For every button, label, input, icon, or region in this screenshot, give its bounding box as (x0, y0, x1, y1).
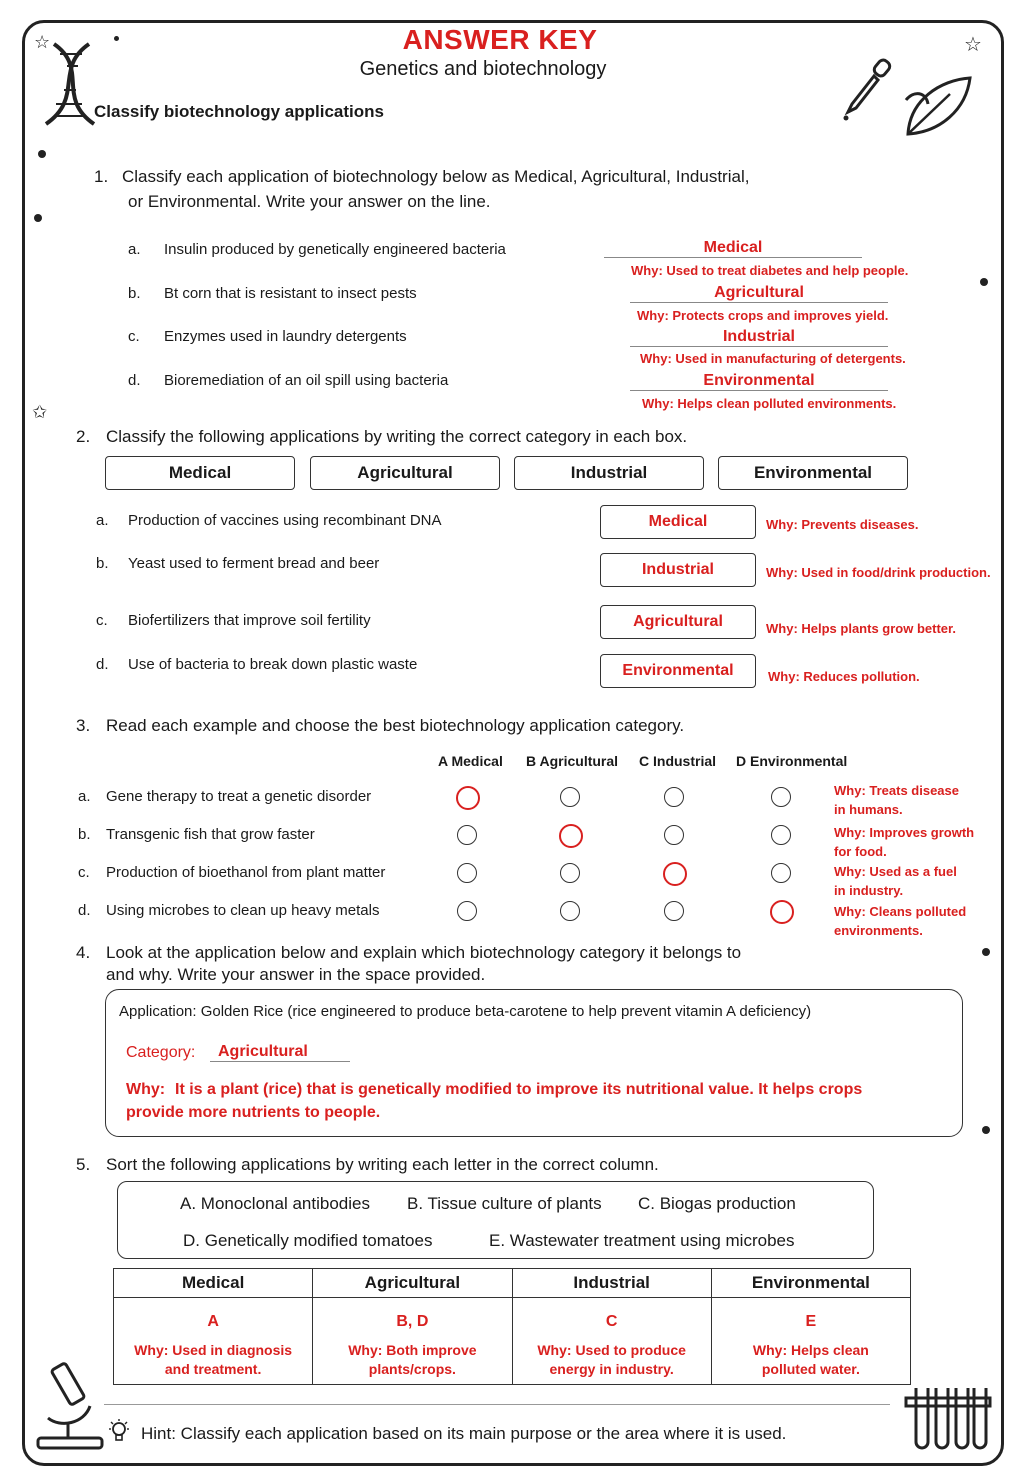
q4-why-answer[interactable]: It is a plant (rice) that is genetically modified to improve its nutritional value. It helps crops (175, 1081, 863, 1098)
q2-item-letter: d. (96, 656, 109, 673)
q1-text: Classify each application of biotechnology below as Medical, Agricultural, Industrial, (122, 167, 750, 186)
q3-why: in humans. (834, 802, 903, 817)
q4-number: 4. (76, 943, 91, 962)
q3-option-radio[interactable] (771, 863, 791, 883)
q2-item-text: Biofertilizers that improve soil fertility (128, 612, 371, 629)
q1-item-text: Insulin produced by genetically engineered bacteria (164, 241, 506, 258)
option-header-a: A Medical (438, 753, 503, 769)
q5-list-item: E. Wastewater treatment using microbes (489, 1231, 795, 1250)
sort-column-header: Industrial (512, 1269, 711, 1298)
q3-item-letter: d. (78, 902, 91, 919)
sort-column-header: Environmental (711, 1269, 910, 1298)
q3-item-text: Using microbes to clean up heavy metals (106, 902, 380, 919)
q2-answer-box[interactable]: Agricultural (600, 605, 756, 639)
q1-why: Why: Protects crops and improves yield. (637, 308, 889, 323)
q3-option-radio[interactable] (560, 863, 580, 883)
dot (38, 150, 46, 158)
page-title: ANSWER KEY (402, 24, 598, 55)
sort-cell[interactable] (512, 1298, 711, 1385)
q5-list-item: D. Genetically modified tomatoes (183, 1231, 433, 1250)
q2-item-letter: b. (96, 555, 109, 572)
q2-why: Why: Reduces pollution. (768, 669, 920, 684)
q3-option-radio-selected[interactable] (456, 786, 480, 810)
q3-why: for food. (834, 844, 887, 859)
sort-cell[interactable] (711, 1298, 910, 1385)
star-icon: ✩ (32, 402, 48, 422)
q3-option-radio[interactable] (664, 825, 684, 845)
sort-column-header: Agricultural (313, 1269, 512, 1298)
q1-answer-line[interactable]: Industrial (630, 328, 888, 347)
dot (982, 948, 990, 956)
q3-why: Why: Improves growth (834, 825, 975, 840)
q5-list-item: B. Tissue culture of plants (407, 1194, 602, 1213)
q2-number: 2. (76, 427, 91, 446)
q3-item-letter: c. (78, 864, 90, 881)
sort-answer: B, D (396, 1313, 429, 1330)
q3-item-text: Production of bioethanol from plant matter (106, 864, 386, 881)
q1-item-text: Bt corn that is resistant to insect pests (164, 285, 417, 302)
q2-answer-box[interactable]: Medical (600, 505, 756, 539)
q4-category-label: Category: (126, 1044, 196, 1061)
sort-answer: E (805, 1313, 817, 1330)
q3-option-radio[interactable] (560, 787, 580, 807)
dot (982, 1126, 990, 1134)
sort-why: Why: Used in diagnosis and treatment. (134, 1342, 293, 1377)
q1-item-letter: a. (128, 241, 141, 258)
q2-item-letter: a. (96, 512, 109, 529)
q1-answer-line[interactable]: Medical (604, 239, 862, 258)
q3-item-text: Transgenic fish that grow faster (106, 826, 315, 843)
q3-item-letter: b. (78, 826, 91, 843)
star-icon: ☆ (964, 34, 982, 56)
q5-list-item: C. Biogas production (638, 1194, 796, 1213)
q3-option-radio[interactable] (771, 825, 791, 845)
q2-why: Why: Used in food/drink production. (766, 565, 991, 580)
q1-why: Why: Used to treat diabetes and help people. (631, 263, 909, 278)
hint-text: Hint: Classify each application based on its main purpose or the area where it is used. (141, 1424, 787, 1443)
q2-why: Why: Prevents diseases. (766, 517, 919, 532)
section-title: Classify biotechnology applications (94, 102, 384, 121)
sort-column-header: Medical (114, 1269, 313, 1298)
q3-why: Why: Cleans polluted (834, 904, 967, 919)
star-icon: ☆ (34, 32, 51, 52)
q4-why-answer[interactable]: provide more nutrients to people. (126, 1104, 381, 1121)
test-tubes-icon (902, 1384, 994, 1450)
q5-number: 5. (76, 1155, 91, 1174)
q3-option-radio[interactable] (560, 901, 580, 921)
q3-item-text: Gene therapy to treat a genetic disorder (106, 788, 372, 805)
q3-option-radio[interactable] (664, 787, 684, 807)
sort-why: Why: Both improve plants/crops. (348, 1342, 477, 1377)
q2-text: Classify the following applications by writing the correct category in each box. (106, 427, 688, 446)
option-header-d: D Environmental (736, 753, 848, 769)
q1-item-letter: b. (128, 285, 141, 302)
q1-why: Why: Used in manufacturing of detergents. (640, 351, 906, 366)
q2-why: Why: Helps plants grow better. (766, 621, 956, 636)
q3-why: in industry. (834, 883, 904, 898)
sort-answer: A (207, 1313, 219, 1330)
option-header-c: C Industrial (639, 753, 717, 769)
sort-cell[interactable] (114, 1298, 313, 1385)
sort-answer: C (605, 1313, 618, 1330)
q3-why: Why: Treats disease (834, 783, 959, 798)
q3-text: Read each example and choose the best biotechnology application category. (106, 716, 685, 735)
q3-option-radio-selected[interactable] (559, 824, 583, 848)
q1-item-letter: c. (128, 328, 140, 345)
q3-number: 3. (76, 716, 91, 735)
sort-why: Why: Helps clean polluted water. (752, 1342, 869, 1377)
q1-answer-line[interactable]: Environmental (630, 372, 888, 391)
dot (34, 214, 42, 222)
category-box-environmental: Environmental (718, 456, 908, 490)
q4-text: Look at the application below and explain which biotechnology category it belongs to (106, 943, 742, 962)
q4-text: and why. Write your answer in the space provided. (106, 965, 486, 984)
category-box-agricultural: Agricultural (310, 456, 500, 490)
q3-why: environments. (834, 923, 923, 938)
q5-text: Sort the following applications by writing each letter in the correct column. (106, 1155, 659, 1174)
sort-cell[interactable] (313, 1298, 512, 1385)
q1-item-text: Bioremediation of an oil spill using bacteria (164, 372, 449, 389)
q3-option-radio[interactable] (457, 863, 477, 883)
q2-item-text: Production of vaccines using recombinant DNA (128, 512, 442, 529)
q1-answer-line[interactable]: Agricultural (630, 284, 888, 303)
q5-list-item: A. Monoclonal antibodies (180, 1194, 370, 1213)
q3-option-radio[interactable] (664, 901, 684, 921)
q3-option-radio-selected[interactable] (770, 900, 794, 924)
option-header-b: B Agricultural (526, 753, 619, 769)
q2-answer-box[interactable]: Environmental (600, 654, 756, 688)
q2-item-letter: c. (96, 612, 108, 629)
q2-answer-box[interactable]: Industrial (600, 553, 756, 587)
q1-why: Why: Helps clean polluted environments. (642, 396, 897, 411)
category-box-medical: Medical (105, 456, 295, 490)
q3-option-radio[interactable] (457, 825, 477, 845)
hint-divider (104, 1404, 890, 1405)
q1-text: or Environmental. Write your answer on the line. (128, 192, 491, 211)
q3-item-letter: a. (78, 788, 91, 805)
q2-item-text: Yeast used to ferment bread and beer (128, 555, 380, 572)
q3-option-radio[interactable] (771, 787, 791, 807)
sort-table (113, 1268, 911, 1385)
q3-option-radio-selected[interactable] (663, 862, 687, 886)
q1-item-text: Enzymes used in laundry detergents (164, 328, 407, 345)
q2-item-text: Use of bacteria to break down plastic waste (128, 656, 418, 673)
q1-number: 1. (94, 167, 109, 186)
sort-why: Why: Used to produce energy in industry. (537, 1342, 686, 1377)
category-box-industrial: Industrial (514, 456, 704, 490)
dot (980, 278, 988, 286)
q1-item-letter: d. (128, 372, 141, 389)
microscope-icon (30, 1358, 110, 1454)
q3-option-radio[interactable] (457, 901, 477, 921)
q4-why-label: Why: (126, 1081, 166, 1098)
q4-category-answer[interactable]: Agricultural (210, 1043, 350, 1062)
q3-why: Why: Used as a fuel (834, 864, 957, 879)
page-subtitle: Genetics and biotechnology (359, 58, 607, 80)
lightbulb-icon (107, 1418, 131, 1446)
q4-application: Application: Golden Rice (rice engineered to produce beta-carotene to help prevent vitamin A deficiency) (119, 1003, 812, 1020)
